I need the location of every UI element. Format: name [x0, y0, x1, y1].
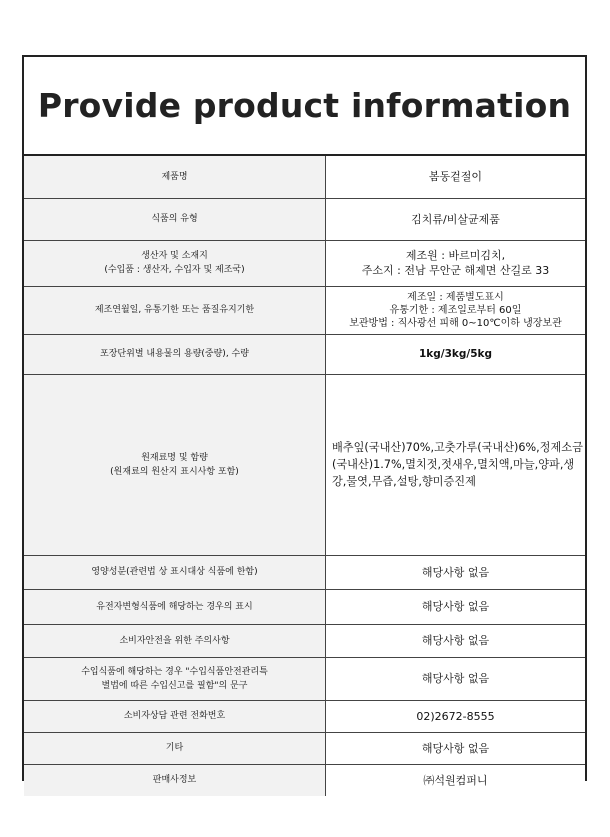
row-label: 식품의 유형: [24, 198, 326, 240]
row-label: 제조연월일, 유통기한 또는 품질유지기한: [24, 286, 326, 334]
table-row: [24, 700, 585, 732]
row-value: 봄동겉절이: [326, 155, 586, 198]
row-value: ㈜석원컴퍼니: [326, 764, 586, 796]
row-value: 1kg/3kg/5kg: [326, 334, 586, 374]
table-row: [24, 555, 585, 589]
row-label: 소비자안전을 위한 주의사항: [24, 624, 326, 657]
table-row: [24, 240, 585, 286]
row-value: 해당사항 없음: [326, 624, 586, 657]
table-row: [24, 732, 585, 764]
product-info-table: [24, 154, 585, 796]
row-label: 판매사정보: [24, 764, 326, 796]
row-value: 해당사항 없음: [326, 657, 586, 700]
row-label: 유전자변형식품에 해당하는 경우의 표시: [24, 589, 326, 624]
row-label: 영양성분(관련법 상 표시대상 식품에 한함): [24, 555, 326, 589]
row-label: 소비자상담 관련 전화번호: [24, 700, 326, 732]
table-row: [24, 286, 585, 334]
row-value: 해당사항 없음: [326, 589, 586, 624]
table-row: [24, 764, 585, 796]
row-value: 제조일 : 제품별도표시 유통기한 : 제조일로부터 60일 보관방법 : 직사광선 피해 0~10℃이하 냉장보관: [326, 286, 586, 334]
row-label: 원재료명 및 함량 (원재료의 원산지 표시사항 포함): [24, 374, 326, 555]
row-value: 해당사항 없음: [326, 732, 586, 764]
row-value: 배추잎(국내산)70%,고춧가루(국내산)6%,정제소금(국내산)1.7%,멸치젓,젓새우,멸치액,마늘,양파,생강,물엿,무즙,설탕,향미증진제: [326, 374, 586, 555]
row-label: 제품명: [24, 155, 326, 198]
table-row: [24, 657, 585, 700]
row-label: 수입식품에 해당하는 경우 "수입식품안전관리특 별법에 따른 수입신고를 필함"의 문구: [24, 657, 326, 700]
row-value: 해당사항 없음: [326, 555, 586, 589]
table-row: [24, 155, 585, 198]
table-row: [24, 334, 585, 374]
table-row: [24, 624, 585, 657]
table-row: [24, 198, 585, 240]
row-label: 포장단위별 내용물의 용량(중량), 수량: [24, 334, 326, 374]
product-info-sheet: [22, 55, 587, 787]
page-title: Provide product information: [37, 86, 572, 125]
row-value: 02)2672-8555: [326, 700, 586, 732]
table-row: [24, 589, 585, 624]
table-row: [24, 374, 585, 555]
row-value: 제조원 : 바르미김치, 주소지 : 전남 무안군 해제면 산길로 33: [326, 240, 586, 286]
row-label: 기타: [24, 732, 326, 764]
row-value: 김치류/비살균제품: [326, 198, 586, 240]
row-label: 생산자 및 소재지 (수입품 : 생산자, 수입자 및 제조국): [24, 240, 326, 286]
